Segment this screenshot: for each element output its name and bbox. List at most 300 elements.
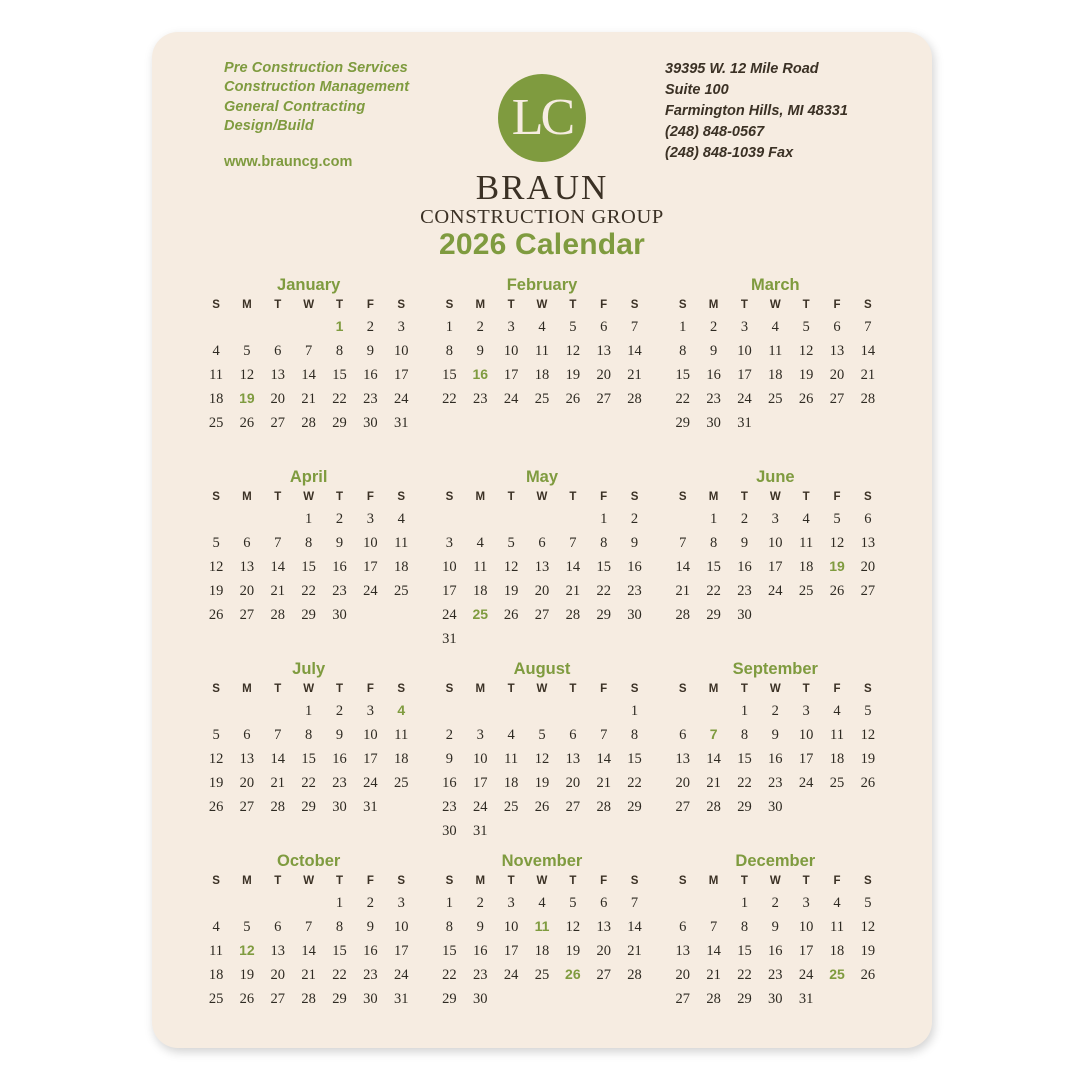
day-cell[interactable]: 10 xyxy=(503,919,519,936)
day-cell[interactable]: 22 xyxy=(301,775,316,792)
day-cell[interactable]: 4 xyxy=(507,727,515,744)
day-cell[interactable]: 17 xyxy=(798,943,814,960)
day-cell[interactable]: 19 xyxy=(565,943,581,960)
day-cell[interactable]: 9 xyxy=(476,343,484,360)
day-cell[interactable]: 10 xyxy=(393,343,409,360)
day-cell[interactable]: 24 xyxy=(503,391,519,408)
day-cell[interactable]: 2 xyxy=(366,319,374,335)
day-cell[interactable]: 11 xyxy=(394,727,409,744)
day-cell[interactable]: 21 xyxy=(596,775,611,792)
day-cell[interactable]: 3 xyxy=(366,511,374,527)
day-cell[interactable]: 13 xyxy=(675,751,690,768)
day-cell[interactable]: 20 xyxy=(675,775,690,792)
day-cell[interactable]: 12 xyxy=(565,919,581,936)
day-cell[interactable]: 22 xyxy=(627,775,642,792)
day-cell[interactable]: 12 xyxy=(534,751,550,768)
day-cell[interactable]: 30 xyxy=(737,607,752,624)
day-cell[interactable]: 3 xyxy=(802,895,810,911)
day-cell[interactable]: 19 xyxy=(860,943,876,960)
day-cell[interactable]: 13 xyxy=(270,367,286,384)
day-cell[interactable]: 14 xyxy=(675,559,690,576)
day-cell[interactable]: 26 xyxy=(565,391,581,408)
day-cell[interactable]: 21 xyxy=(270,775,286,792)
day-cell[interactable]: 20 xyxy=(270,391,286,408)
day-cell[interactable]: 10 xyxy=(363,727,378,744)
day-cell[interactable]: 25 xyxy=(534,391,550,408)
day-cell[interactable]: 24 xyxy=(737,391,752,408)
day-cell[interactable]: 29 xyxy=(706,607,721,624)
day-cell[interactable]: 2 xyxy=(630,511,639,527)
day-cell[interactable]: 27 xyxy=(239,799,255,816)
day-cell[interactable]: 11 xyxy=(209,367,224,384)
day-cell[interactable]: 30 xyxy=(442,823,457,840)
day-cell[interactable]: 3 xyxy=(507,319,515,335)
day-cell[interactable]: 9 xyxy=(335,535,344,552)
day-cell[interactable]: 4 xyxy=(833,703,841,719)
day-cell[interactable]: 6 xyxy=(569,727,577,744)
day-cell[interactable]: 6 xyxy=(600,319,608,335)
day-cell[interactable]: 30 xyxy=(768,991,783,1008)
day-cell[interactable]: 1 xyxy=(445,319,454,335)
day-cell[interactable]: 4 xyxy=(802,511,810,527)
day-cell[interactable]: 2 xyxy=(335,511,344,527)
day-cell[interactable]: 6 xyxy=(679,919,687,936)
day-cell[interactable]: 9 xyxy=(476,919,484,936)
day-cell[interactable]: 27 xyxy=(270,991,286,1008)
day-cell[interactable]: 10 xyxy=(768,535,783,552)
day-cell[interactable]: 29 xyxy=(596,607,611,624)
day-cell[interactable]: 26 xyxy=(798,391,814,408)
day-cell[interactable]: 3 xyxy=(740,319,749,335)
day-cell-highlighted[interactable]: 4 xyxy=(397,702,406,718)
day-cell[interactable]: 4 xyxy=(538,319,546,335)
day-cell[interactable]: 29 xyxy=(737,991,752,1008)
day-cell[interactable]: 22 xyxy=(737,775,752,792)
day-cell[interactable]: 5 xyxy=(212,727,220,744)
day-cell[interactable]: 31 xyxy=(473,823,488,840)
day-cell[interactable]: 12 xyxy=(860,727,876,744)
day-cell[interactable]: 22 xyxy=(675,391,690,408)
day-cell[interactable]: 10 xyxy=(393,919,409,936)
day-cell[interactable]: 4 xyxy=(833,895,841,911)
day-cell[interactable]: 25 xyxy=(208,415,224,432)
day-cell[interactable]: 7 xyxy=(630,319,639,335)
day-cell[interactable]: 21 xyxy=(675,583,690,600)
day-cell[interactable]: 14 xyxy=(270,751,286,768)
day-cell[interactable]: 23 xyxy=(768,967,783,984)
day-cell[interactable]: 17 xyxy=(473,775,488,792)
day-cell[interactable]: 5 xyxy=(212,535,220,552)
day-cell[interactable]: 9 xyxy=(445,751,454,768)
day-cell[interactable]: 14 xyxy=(301,943,316,960)
day-cell[interactable]: 3 xyxy=(476,727,484,744)
day-cell[interactable]: 21 xyxy=(301,391,316,408)
day-cell[interactable]: 30 xyxy=(332,799,347,816)
day-cell[interactable]: 20 xyxy=(239,583,255,600)
day-cell[interactable]: 8 xyxy=(740,919,749,936)
day-cell[interactable]: 12 xyxy=(503,559,519,576)
day-cell[interactable]: 10 xyxy=(473,751,488,768)
day-cell[interactable]: 12 xyxy=(565,343,581,360)
day-cell[interactable]: 17 xyxy=(363,559,378,576)
day-cell[interactable]: 15 xyxy=(706,559,721,576)
day-cell[interactable]: 1 xyxy=(600,511,608,527)
day-cell[interactable]: 24 xyxy=(393,391,409,408)
day-cell[interactable]: 24 xyxy=(393,967,409,984)
day-cell[interactable]: 14 xyxy=(706,943,721,960)
day-cell[interactable]: 13 xyxy=(829,343,845,360)
day-cell[interactable]: 7 xyxy=(630,895,639,911)
day-cell[interactable]: 26 xyxy=(208,607,224,624)
day-cell[interactable]: 25 xyxy=(798,583,814,600)
day-cell[interactable]: 3 xyxy=(507,895,515,911)
day-cell[interactable]: 25 xyxy=(393,775,409,792)
day-cell[interactable]: 18 xyxy=(393,559,409,576)
day-cell[interactable]: 21 xyxy=(627,943,642,960)
day-cell[interactable]: 2 xyxy=(445,727,454,744)
day-cell[interactable]: 11 xyxy=(830,727,844,744)
day-cell[interactable]: 24 xyxy=(442,607,457,624)
day-cell[interactable]: 31 xyxy=(798,991,814,1008)
day-cell[interactable]: 28 xyxy=(706,799,721,816)
day-cell[interactable]: 5 xyxy=(569,895,577,911)
day-cell[interactable]: 27 xyxy=(565,799,581,816)
day-cell[interactable]: 25 xyxy=(393,583,409,600)
day-cell[interactable]: 18 xyxy=(393,751,409,768)
day-cell[interactable]: 8 xyxy=(630,727,639,744)
day-cell[interactable]: 16 xyxy=(442,775,457,792)
day-cell[interactable]: 5 xyxy=(833,511,841,527)
day-cell[interactable]: 17 xyxy=(393,943,409,960)
day-cell[interactable]: 22 xyxy=(332,391,347,408)
day-cell[interactable]: 26 xyxy=(829,583,845,600)
day-cell[interactable]: 7 xyxy=(679,535,687,552)
day-cell[interactable]: 29 xyxy=(675,415,690,432)
day-cell[interactable]: 11 xyxy=(534,343,549,360)
day-cell[interactable]: 4 xyxy=(397,511,405,527)
day-cell[interactable]: 15 xyxy=(442,943,457,960)
day-cell[interactable]: 26 xyxy=(860,967,876,984)
day-cell[interactable]: 16 xyxy=(332,559,347,576)
day-cell[interactable]: 11 xyxy=(473,559,488,576)
day-cell[interactable]: 2 xyxy=(335,703,344,719)
day-cell[interactable]: 18 xyxy=(473,583,488,600)
day-cell[interactable]: 7 xyxy=(305,919,313,936)
day-cell[interactable]: 31 xyxy=(363,799,378,816)
day-cell[interactable]: 20 xyxy=(829,367,845,384)
day-cell[interactable]: 30 xyxy=(473,991,488,1008)
day-cell[interactable]: 21 xyxy=(706,775,721,792)
day-cell[interactable]: 20 xyxy=(596,367,611,384)
day-cell[interactable]: 23 xyxy=(332,583,347,600)
day-cell[interactable]: 9 xyxy=(335,727,344,744)
day-cell[interactable]: 12 xyxy=(208,751,224,768)
day-cell[interactable]: 8 xyxy=(600,535,608,552)
day-cell[interactable]: 17 xyxy=(442,583,457,600)
day-cell[interactable]: 23 xyxy=(473,391,488,408)
day-cell[interactable]: 6 xyxy=(833,319,841,335)
day-cell[interactable]: 11 xyxy=(504,751,519,768)
day-cell[interactable]: 8 xyxy=(445,919,454,936)
day-cell[interactable]: 13 xyxy=(565,751,581,768)
day-cell[interactable]: 13 xyxy=(675,943,690,960)
day-cell[interactable]: 17 xyxy=(393,367,409,384)
day-cell[interactable]: 27 xyxy=(270,415,286,432)
day-cell[interactable]: 31 xyxy=(442,631,457,648)
day-cell[interactable]: 24 xyxy=(798,967,814,984)
day-cell[interactable]: 27 xyxy=(534,607,550,624)
day-cell[interactable]: 19 xyxy=(534,775,550,792)
day-cell[interactable]: 6 xyxy=(274,343,282,360)
day-cell[interactable]: 18 xyxy=(768,367,783,384)
day-cell[interactable]: 2 xyxy=(709,319,718,335)
day-cell[interactable]: 6 xyxy=(679,727,687,744)
day-cell[interactable]: 28 xyxy=(706,991,721,1008)
day-cell[interactable]: 16 xyxy=(768,751,783,768)
day-cell[interactable]: 20 xyxy=(596,943,611,960)
day-cell[interactable]: 20 xyxy=(534,583,550,600)
day-cell[interactable]: 10 xyxy=(363,535,378,552)
day-cell[interactable]: 14 xyxy=(565,559,581,576)
day-cell-highlighted[interactable]: 19 xyxy=(829,558,845,575)
day-cell[interactable]: 18 xyxy=(503,775,519,792)
day-cell[interactable]: 21 xyxy=(270,583,286,600)
day-cell[interactable]: 13 xyxy=(239,559,255,576)
day-cell[interactable]: 13 xyxy=(596,919,611,936)
day-cell[interactable]: 24 xyxy=(768,583,783,600)
day-cell[interactable]: 16 xyxy=(706,367,721,384)
day-cell-highlighted[interactable]: 16 xyxy=(472,366,489,383)
day-cell[interactable]: 28 xyxy=(270,799,286,816)
day-cell[interactable]: 26 xyxy=(534,799,550,816)
day-cell[interactable]: 22 xyxy=(442,391,457,408)
day-cell[interactable]: 11 xyxy=(768,343,783,360)
day-cell[interactable]: 28 xyxy=(596,799,611,816)
day-cell[interactable]: 15 xyxy=(737,751,752,768)
day-cell[interactable]: 19 xyxy=(239,967,255,984)
day-cell-highlighted[interactable]: 12 xyxy=(239,942,255,959)
day-cell[interactable]: 16 xyxy=(737,559,752,576)
day-cell[interactable]: 13 xyxy=(270,943,286,960)
day-cell[interactable]: 21 xyxy=(860,367,876,384)
day-cell[interactable]: 9 xyxy=(366,343,374,360)
day-cell-highlighted[interactable]: 7 xyxy=(709,726,718,743)
day-cell[interactable]: 8 xyxy=(305,727,313,744)
day-cell[interactable]: 25 xyxy=(503,799,519,816)
day-cell[interactable]: 22 xyxy=(442,967,457,984)
day-cell[interactable]: 12 xyxy=(208,559,224,576)
day-cell[interactable]: 5 xyxy=(802,319,810,335)
day-cell[interactable]: 2 xyxy=(771,703,779,719)
day-cell[interactable]: 23 xyxy=(706,391,721,408)
day-cell[interactable]: 16 xyxy=(627,559,642,576)
day-cell[interactable]: 1 xyxy=(709,511,718,527)
day-cell[interactable]: 4 xyxy=(538,895,546,911)
day-cell[interactable]: 18 xyxy=(208,967,224,984)
day-cell[interactable]: 11 xyxy=(209,943,224,960)
day-cell[interactable]: 22 xyxy=(332,967,347,984)
day-cell[interactable]: 19 xyxy=(503,583,519,600)
day-cell[interactable]: 4 xyxy=(476,535,484,552)
day-cell[interactable]: 18 xyxy=(208,391,224,408)
day-cell[interactable]: 14 xyxy=(860,343,876,360)
day-cell[interactable]: 7 xyxy=(569,535,577,552)
day-cell[interactable]: 20 xyxy=(239,775,255,792)
day-cell[interactable]: 26 xyxy=(503,607,519,624)
day-cell-highlighted[interactable]: 25 xyxy=(472,606,489,623)
day-cell[interactable]: 20 xyxy=(270,967,286,984)
day-cell[interactable]: 7 xyxy=(305,343,313,360)
day-cell[interactable]: 8 xyxy=(740,727,749,744)
day-cell[interactable]: 25 xyxy=(208,991,224,1008)
day-cell[interactable]: 4 xyxy=(212,343,220,360)
day-cell[interactable]: 15 xyxy=(627,751,642,768)
day-cell[interactable]: 24 xyxy=(473,799,488,816)
day-cell[interactable]: 15 xyxy=(737,943,752,960)
day-cell[interactable]: 7 xyxy=(274,535,282,552)
day-cell[interactable]: 29 xyxy=(442,991,457,1008)
day-cell[interactable]: 23 xyxy=(363,391,378,408)
day-cell[interactable]: 27 xyxy=(675,991,690,1008)
day-cell[interactable]: 4 xyxy=(212,919,220,936)
day-cell[interactable]: 24 xyxy=(363,775,378,792)
day-cell[interactable]: 7 xyxy=(709,919,718,936)
day-cell[interactable]: 23 xyxy=(332,775,347,792)
day-cell[interactable]: 9 xyxy=(771,919,779,936)
day-cell[interactable]: 6 xyxy=(243,535,251,552)
day-cell[interactable]: 29 xyxy=(627,799,642,816)
day-cell-highlighted[interactable]: 11 xyxy=(534,918,550,935)
day-cell[interactable]: 12 xyxy=(239,367,255,384)
day-cell-highlighted[interactable]: 25 xyxy=(829,966,845,983)
day-cell[interactable]: 27 xyxy=(596,391,611,408)
day-cell[interactable]: 23 xyxy=(442,799,457,816)
day-cell[interactable]: 20 xyxy=(860,559,876,576)
day-cell[interactable]: 3 xyxy=(445,535,454,552)
day-cell[interactable]: 1 xyxy=(305,511,313,527)
day-cell[interactable]: 29 xyxy=(301,799,316,816)
day-cell-highlighted[interactable]: 26 xyxy=(565,966,581,983)
day-cell[interactable]: 13 xyxy=(860,535,876,552)
day-cell[interactable]: 27 xyxy=(596,967,611,984)
day-cell[interactable]: 12 xyxy=(798,343,814,360)
day-cell[interactable]: 1 xyxy=(335,895,344,911)
day-cell[interactable]: 18 xyxy=(798,559,814,576)
day-cell[interactable]: 1 xyxy=(740,895,749,911)
day-cell[interactable]: 28 xyxy=(860,391,876,408)
day-cell[interactable]: 18 xyxy=(829,943,845,960)
day-cell[interactable]: 9 xyxy=(740,535,749,552)
day-cell[interactable]: 8 xyxy=(335,919,344,936)
day-cell[interactable]: 29 xyxy=(301,607,316,624)
day-cell[interactable]: 26 xyxy=(239,991,255,1008)
day-cell[interactable]: 5 xyxy=(243,919,251,936)
day-cell[interactable]: 7 xyxy=(864,319,872,335)
day-cell[interactable]: 28 xyxy=(627,391,642,408)
day-cell[interactable]: 23 xyxy=(627,583,642,600)
day-cell[interactable]: 5 xyxy=(507,535,515,552)
day-cell[interactable]: 9 xyxy=(630,535,639,552)
day-cell[interactable]: 5 xyxy=(864,703,872,719)
day-cell[interactable]: 29 xyxy=(332,991,347,1008)
day-cell[interactable]: 27 xyxy=(860,583,876,600)
day-cell[interactable]: 15 xyxy=(332,943,347,960)
day-cell[interactable]: 21 xyxy=(627,367,642,384)
day-cell[interactable]: 2 xyxy=(771,895,779,911)
day-cell[interactable]: 29 xyxy=(737,799,752,816)
day-cell[interactable]: 21 xyxy=(301,967,316,984)
day-cell[interactable]: 2 xyxy=(476,895,484,911)
day-cell[interactable]: 11 xyxy=(830,919,844,936)
day-cell[interactable]: 19 xyxy=(565,367,581,384)
day-cell[interactable]: 15 xyxy=(301,559,316,576)
day-cell[interactable]: 7 xyxy=(274,727,282,744)
day-cell[interactable]: 14 xyxy=(706,751,721,768)
day-cell[interactable]: 6 xyxy=(243,727,251,744)
day-cell[interactable]: 14 xyxy=(270,559,286,576)
day-cell[interactable]: 9 xyxy=(709,343,718,360)
day-cell[interactable]: 6 xyxy=(538,535,546,552)
day-cell[interactable]: 22 xyxy=(301,583,316,600)
day-cell[interactable]: 5 xyxy=(243,343,251,360)
day-cell[interactable]: 25 xyxy=(829,775,845,792)
day-cell[interactable]: 30 xyxy=(363,991,378,1008)
day-cell[interactable]: 1 xyxy=(630,703,639,719)
day-cell[interactable]: 1 xyxy=(445,895,454,911)
day-cell[interactable]: 2 xyxy=(740,511,749,527)
day-cell[interactable]: 22 xyxy=(596,583,611,600)
day-cell[interactable]: 2 xyxy=(366,895,374,911)
day-cell[interactable]: 30 xyxy=(363,415,378,432)
day-cell[interactable]: 24 xyxy=(798,775,814,792)
day-cell[interactable]: 15 xyxy=(675,367,690,384)
day-cell[interactable]: 1 xyxy=(305,703,313,719)
day-cell[interactable]: 17 xyxy=(768,559,783,576)
day-cell[interactable]: 22 xyxy=(737,967,752,984)
day-cell[interactable]: 28 xyxy=(270,607,286,624)
day-cell[interactable]: 16 xyxy=(332,751,347,768)
day-cell[interactable]: 25 xyxy=(768,391,783,408)
day-cell[interactable]: 21 xyxy=(565,583,581,600)
day-cell[interactable]: 8 xyxy=(335,343,344,360)
day-cell[interactable]: 11 xyxy=(799,535,814,552)
day-cell[interactable]: 21 xyxy=(706,967,721,984)
day-cell[interactable]: 26 xyxy=(860,775,876,792)
day-cell[interactable]: 10 xyxy=(798,919,814,936)
day-cell[interactable]: 3 xyxy=(771,511,779,527)
day-cell[interactable]: 17 xyxy=(363,751,378,768)
day-cell[interactable]: 30 xyxy=(627,607,642,624)
day-cell[interactable]: 30 xyxy=(768,799,783,816)
day-cell[interactable]: 15 xyxy=(442,367,457,384)
day-cell[interactable]: 6 xyxy=(864,511,872,527)
day-cell[interactable]: 5 xyxy=(569,319,577,335)
day-cell[interactable]: 9 xyxy=(771,727,779,744)
day-cell[interactable]: 18 xyxy=(534,367,550,384)
day-cell[interactable]: 4 xyxy=(771,319,779,335)
day-cell[interactable]: 15 xyxy=(596,559,611,576)
day-cell[interactable]: 15 xyxy=(301,751,316,768)
day-cell[interactable]: 12 xyxy=(860,919,876,936)
day-cell[interactable]: 18 xyxy=(829,751,845,768)
day-cell[interactable]: 17 xyxy=(503,367,519,384)
day-cell[interactable]: 23 xyxy=(768,775,783,792)
day-cell[interactable]: 16 xyxy=(363,943,378,960)
day-cell[interactable]: 19 xyxy=(860,751,876,768)
day-cell[interactable]: 19 xyxy=(208,775,224,792)
day-cell[interactable]: 23 xyxy=(473,967,488,984)
day-cell[interactable]: 8 xyxy=(305,535,313,552)
